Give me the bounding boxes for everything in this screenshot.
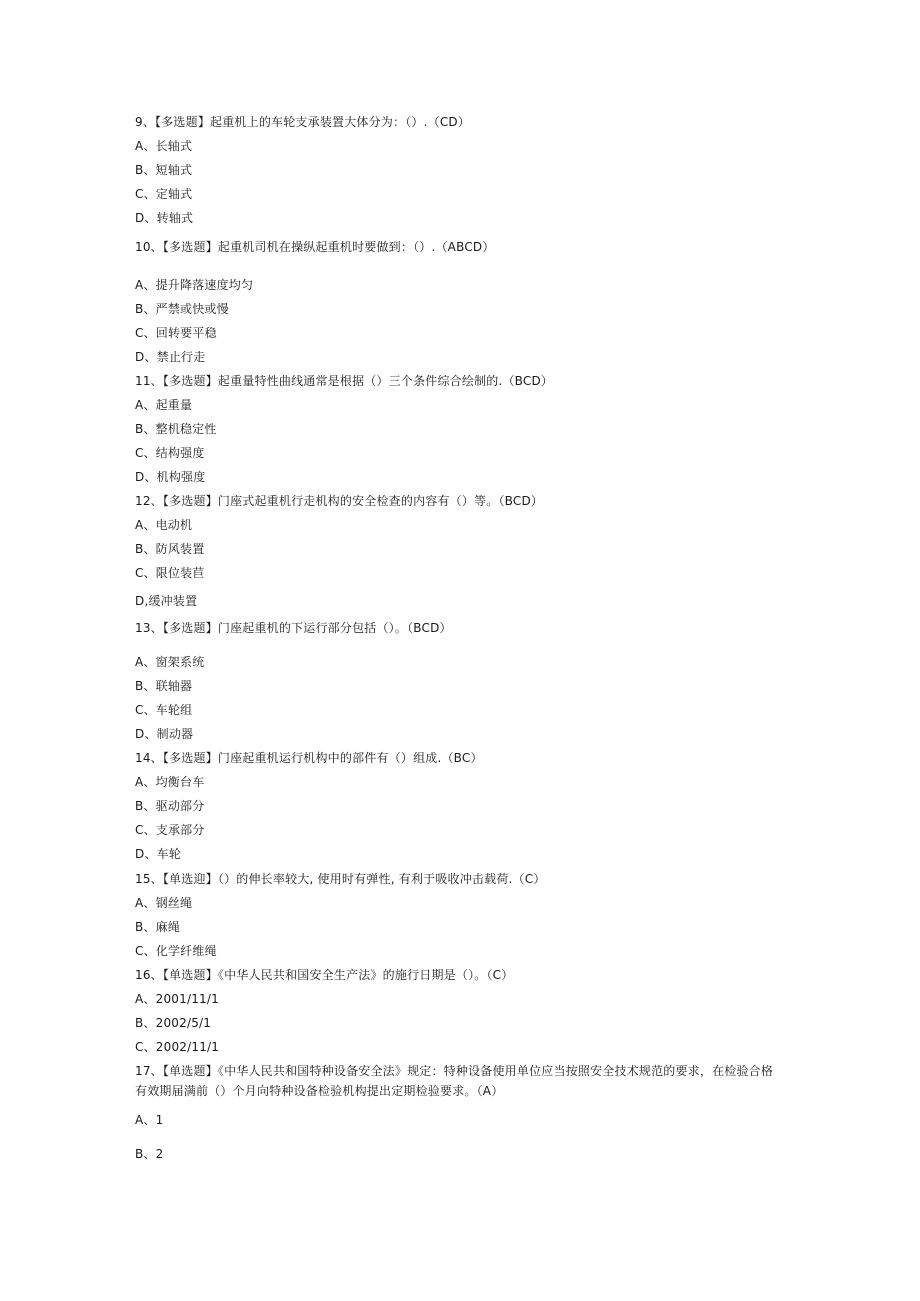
- question-10-option-a: A、提升降落速度均匀: [135, 278, 254, 292]
- question-10-option-d: D、禁止行走: [135, 350, 206, 364]
- question-13-option-a: A、窗架系统: [135, 655, 205, 669]
- question-14-option-c: C、支承部分: [135, 823, 205, 837]
- question-14-option-b: B、驱动部分: [135, 799, 205, 813]
- question-14-option-d: D、车轮: [135, 847, 182, 861]
- question-9-option-a: A、长轴式: [135, 139, 193, 153]
- question-12-option-d: D,缓冲装置: [135, 594, 198, 608]
- question-16-option-a: A、2001/11/1: [135, 992, 219, 1006]
- question-16-text: 16、【单选题】《中华人民共和国安全生产法》的施行日期是（）。（C）: [135, 968, 514, 982]
- question-10-text: 10、【多选题】起重机司机在操纵起重机时要做到：（）.（ABCD）: [135, 240, 495, 254]
- question-17-option-b: B、2: [135, 1147, 164, 1161]
- question-13-option-c: C、车轮组: [135, 703, 193, 717]
- question-11-option-a: A、起重量: [135, 398, 193, 412]
- question-14-text: 14、【多选题】门座起重机运行机构中的部件有（）组成.（BC）: [135, 751, 483, 765]
- question-9-text: 9、【多选题】起重机上的车轮支承装置大体分为：（）.（CD）: [135, 115, 471, 129]
- question-11-option-c: C、结构强度: [135, 446, 205, 460]
- question-16-option-c: C、2002/11/1: [135, 1040, 220, 1054]
- question-10-option-c: C、回转要平稳: [135, 326, 217, 340]
- question-17-option-a: A、1: [135, 1113, 164, 1127]
- question-15-option-a: A、钢丝绳: [135, 896, 193, 910]
- question-9-option-c: C、定轴式: [135, 187, 193, 201]
- question-12-option-c: C、限位装苣: [135, 566, 205, 580]
- question-9-option-d: D、转轴式: [135, 211, 194, 225]
- question-12-option-b: B、防风装置: [135, 542, 205, 556]
- question-12-option-a: A、电动机: [135, 518, 193, 532]
- question-15-option-b: B、麻绳: [135, 920, 181, 934]
- question-11-text: 11、【多选题】起重量特性曲线通常是根据（）三个条件综合绘制的.（BCD）: [135, 374, 554, 388]
- question-11-option-b: B、整机稳定性: [135, 422, 217, 436]
- question-13-option-b: B、联轴器: [135, 679, 193, 693]
- question-13-option-d: D、制动器: [135, 727, 194, 741]
- question-10-option-b: B、严禁或快或慢: [135, 302, 229, 316]
- question-9-option-b: B、短轴式: [135, 163, 193, 177]
- question-11-option-d: D、机构强度: [135, 470, 206, 484]
- question-15-text: 15、【单选迎】（）的伸长率较大, 使用时有弹性, 有利于吸收冲击载荷.（C）: [135, 872, 546, 886]
- question-16-option-b: B、2002/5/1: [135, 1016, 212, 1030]
- question-14-option-a: A、均衡台车: [135, 775, 205, 789]
- question-17-text: 17、【单选题】《中华人民共和国特种设备安全法》规定：特种设备使用单位应当按照安全技术规范的要求，在检验合格有效期届满前（）个月向特种设备检验机构提出定期检验要求。（A）: [135, 1064, 774, 1098]
- question-13-text: 13、【多选题】门座起重机的下运行部分包括（）。（BCD）: [135, 621, 452, 635]
- question-12-text: 12、【多选题】门座式起重机行走机构的安全检查的内容有（）等。（BCD）: [135, 494, 544, 508]
- question-15-option-c: C、化学纤维绳: [135, 944, 217, 958]
